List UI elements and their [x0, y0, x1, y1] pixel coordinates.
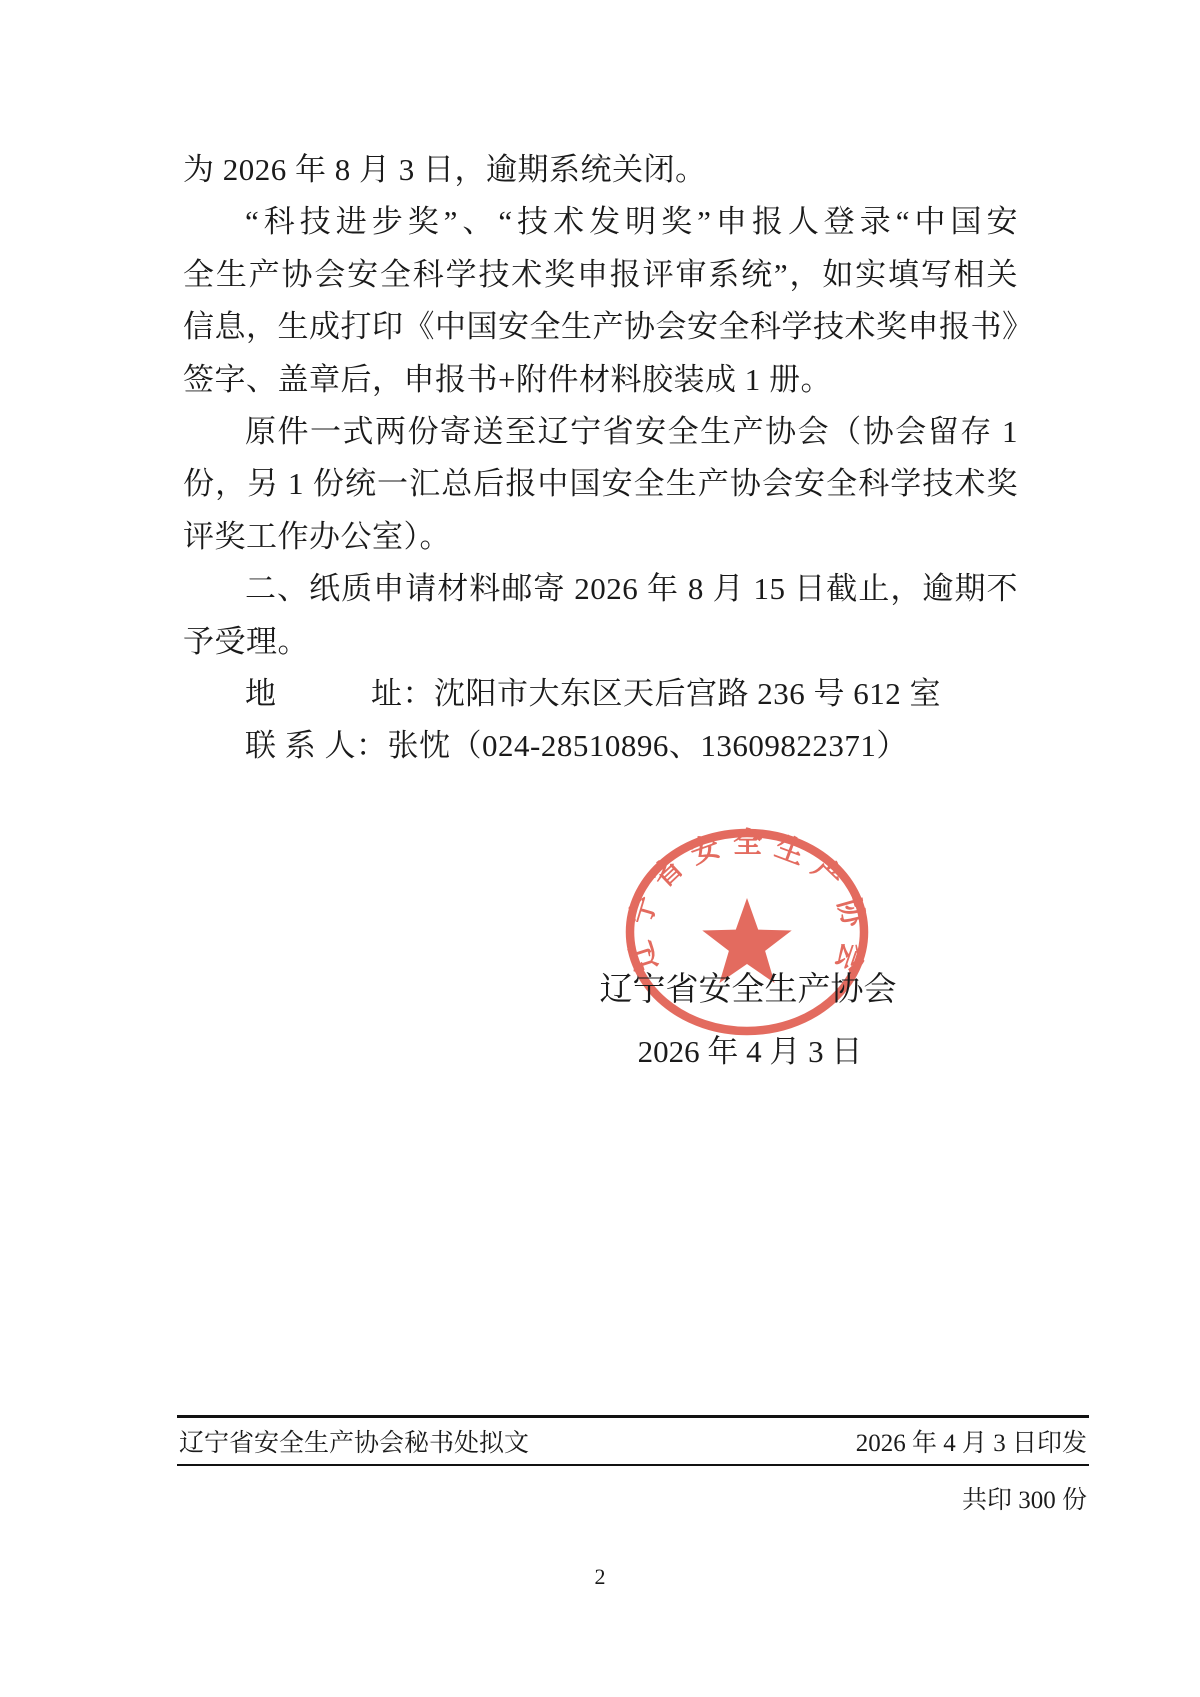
document-body — [183, 144, 1034, 773]
footer-colophon — [177, 1415, 1089, 1516]
stamp-arc-text: 辽宁省安全生产协会 — [624, 827, 870, 976]
body-line: 评奖工作办公室）。 — [183, 518, 451, 554]
body-line: 为 2026 年 8 月 3 日，逾期系统关闭。 — [183, 152, 707, 187]
contact-line: 联 系 人：张忱（024-28510896、13609822371） — [245, 728, 908, 764]
address-line: 地 址：沈阳市大东区天后宫路 236 号 612 室 — [245, 676, 941, 712]
body-line: 原件一式两份寄送至辽宁省安全生产协会（协会留存 1 — [245, 414, 1018, 450]
signature-date: 2026 年 4 月 3 日 — [637, 1034, 863, 1069]
footer-drafter-text: 辽宁省安全生产协会秘书处拟文 — [179, 1430, 530, 1457]
body-line: 信息，生成打印《中国安全生产协会安全科学技术奖申报书》 — [183, 309, 1034, 345]
body-line: 份，另 1 份统一汇总后报中国安全生产协会安全科学技术奖 — [183, 466, 1018, 502]
body-line: “科技进步奖”、“技术发明奖”申报人登录“中国安 — [245, 204, 1018, 240]
page-number: 2 — [594, 1564, 606, 1589]
body-line: 全生产协会安全科学技术奖申报评审系统”，如实填写相关 — [183, 256, 1018, 292]
footer-print-date: 2026 年 4 月 3 日印发 — [855, 1430, 1087, 1457]
body-line: 予受理。 — [183, 623, 309, 659]
body-line: 二、纸质申请材料邮寄 2026 年 8 月 15 日截止，逾期不 — [245, 571, 1018, 607]
signature-org-name: 辽宁省安全生产协会 — [599, 972, 897, 1008]
body-line: 签字、盖章后，申报书+附件材料胶装成 1 册。 — [183, 361, 832, 397]
footer-copies-count: 共印 300 份 — [961, 1487, 1087, 1514]
